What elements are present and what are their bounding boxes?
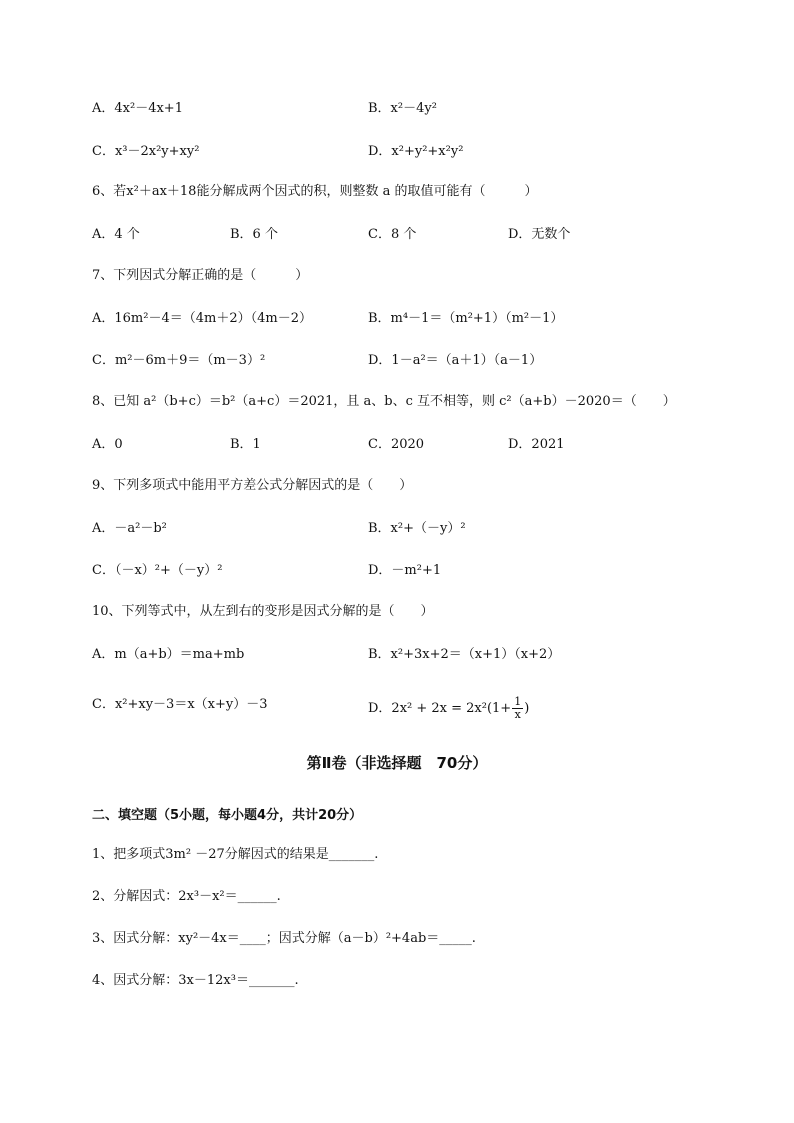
q7-option-a: A．16m²－4＝（4m＋2）（4m－2） — [92, 311, 312, 326]
q10-option-c: C．x²+xy－3＝x（x+y）－3 — [92, 697, 268, 712]
fraction-denominator: x — [514, 708, 521, 721]
q10-option-b: B．x²+3x+2＝（x+1）（x+2） — [368, 647, 561, 662]
q8-option-c: C．2020 — [368, 437, 425, 452]
q10-option-d-suffix: ) — [524, 701, 530, 716]
fill-question-1: 1、把多项式3m² －27分解因式的结果是_______. — [92, 847, 379, 862]
section2-heading: 二、填空题（5小题，每小题4分，共计20分） — [92, 808, 363, 823]
q5-option-c: C．x³－2x²y+xy² — [92, 144, 200, 159]
q9-stem: 9、下列多项式中能用平方差公式分解因式的是（ ） — [92, 478, 413, 493]
q8-option-d: D．2021 — [508, 437, 565, 452]
fill-question-3: 3、因式分解：xy²－4x＝____；因式分解（a－b）²+4ab＝_____. — [92, 931, 476, 946]
q9-option-a: A．－a²－b² — [92, 521, 167, 536]
q7-stem: 7、下列因式分解正确的是（ ） — [92, 268, 309, 283]
q8-option-a: A．0 — [92, 437, 123, 452]
fraction-numerator: 1 — [514, 695, 522, 708]
q8-option-b: B．1 — [230, 437, 261, 452]
q10-option-d — [368, 696, 529, 721]
q7-option-d: D．1－a²＝（a＋1）（a－1） — [368, 353, 543, 368]
fill-question-4: 4、因式分解：3x－12x³＝_______. — [92, 973, 299, 988]
fraction — [512, 696, 523, 721]
q6-option-a: A．4 个 — [92, 227, 140, 242]
q8-stem: 8、已知 a²（b+c）＝b²（a+c）＝2021，且 a、b、c 互不相等，则 c²（a+b）－2020＝（ ） — [92, 394, 676, 409]
q5-option-b: B．x²－4y² — [368, 101, 437, 116]
q9-option-b: B．x²+（－y）² — [368, 521, 466, 536]
q6-option-b: B．6 个 — [230, 227, 278, 242]
q9-option-c: C．（－x）²+（－y）² — [92, 563, 223, 578]
q7-option-b: B．m⁴－1＝（m²+1）（m²－1） — [368, 311, 564, 326]
part2-title: 第Ⅱ卷（非选择题 70分） — [306, 754, 488, 772]
q6-stem: 6、若x²＋ax＋18能分解成两个因式的积，则整数 a 的取值可能有（ ） — [92, 184, 538, 199]
fill-question-2: 2、分解因式：2x³－x²＝______. — [92, 889, 281, 904]
q6-option-d: D．无数个 — [508, 227, 571, 242]
q7-option-c: C．m²－6m＋9＝（m－3）² — [92, 353, 266, 368]
q9-option-d: D．－m²+1 — [368, 563, 442, 578]
q10-stem: 10、下列等式中，从左到右的变形是因式分解的是（ ） — [92, 604, 434, 619]
q10-option-d-prefix: D．2x² + 2x = 2x²(1+ — [368, 701, 512, 716]
q5-option-d: D．x²+y²+x²y² — [368, 144, 464, 159]
q5-option-a: A．4x²－4x+1 — [92, 101, 183, 116]
q6-option-c: C．8 个 — [368, 227, 417, 242]
q10-option-a: A．m（a+b）＝ma+mb — [92, 647, 245, 662]
